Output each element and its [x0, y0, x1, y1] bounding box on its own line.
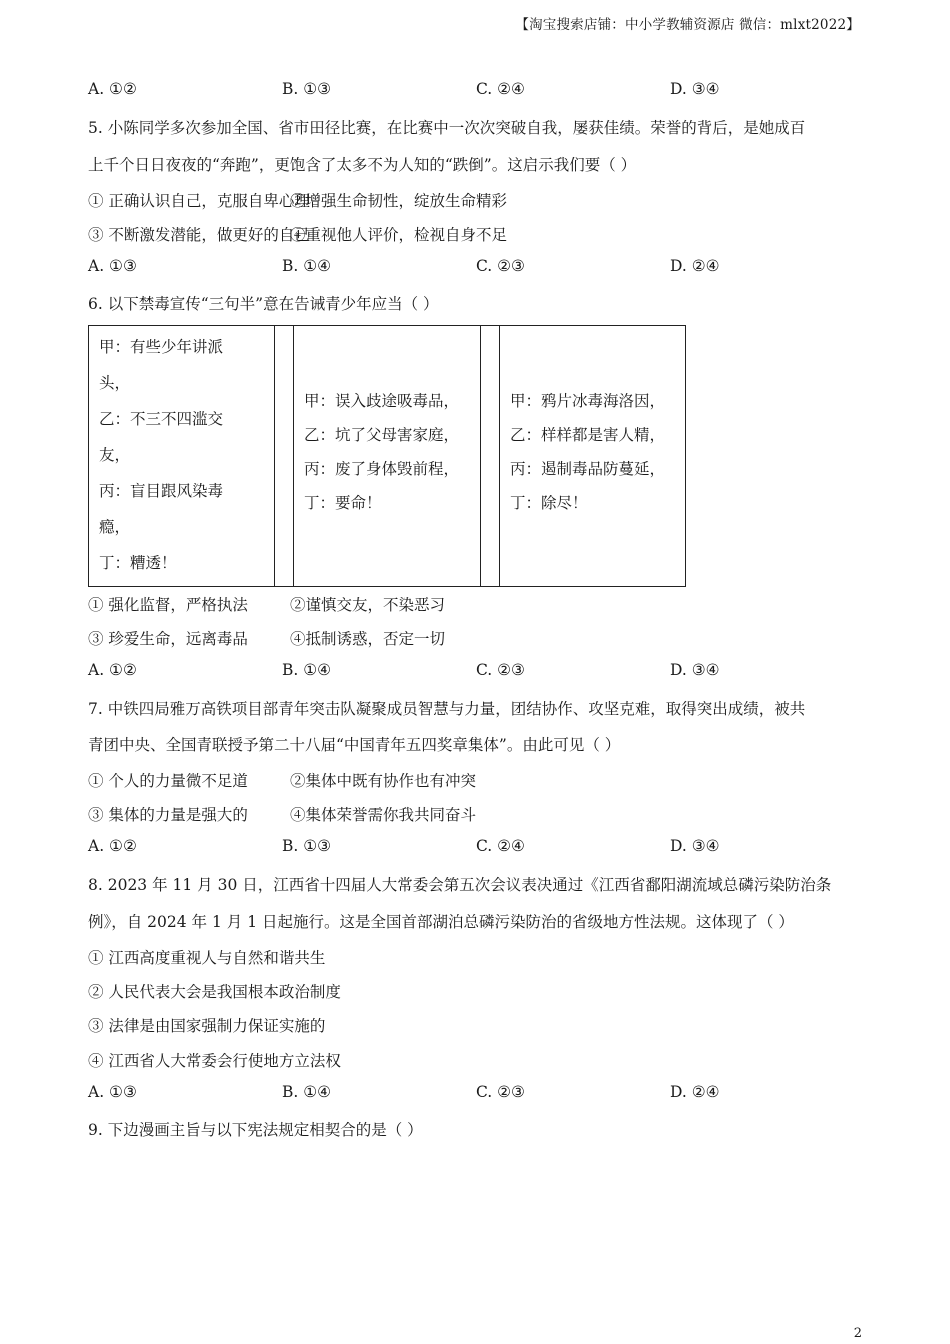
- q8-choice-4: ④ 江西省人大常委会行使地方立法权: [88, 1052, 341, 1070]
- q8-stem-line-1: 8. 2023 年 11 月 30 日，江西省十四届人大常委会第五次会议表决通过《江西省鄱阳湖流域总磷污染防治条: [88, 876, 832, 894]
- page-number: 2: [853, 1326, 862, 1341]
- q4-option-b[interactable]: B. ①③: [282, 80, 332, 98]
- q7-option-a[interactable]: A. ①②: [88, 837, 137, 855]
- q5-choice-3: ③ 不断激发潜能，做更好的自己: [88, 226, 310, 244]
- q9-stem: 9. 下边漫画主旨与以下宪法规定相契合的是（ ）: [88, 1121, 423, 1139]
- poster-1-line: 丁：糟透！: [99, 554, 177, 572]
- q7-choice-2: ②集体中既有协作也有冲突: [290, 772, 477, 790]
- poster-1-line: 友，: [99, 446, 131, 464]
- q8-choice-2: ② 人民代表大会是我国根本政治制度: [88, 983, 341, 1001]
- poster-2-text: [304, 384, 472, 520]
- q5-choice-1: ① 正确认识自己，克服自卑心理: [88, 192, 310, 210]
- q8-choice-1: ① 江西高度重视人与自然和谐共生: [88, 949, 326, 967]
- poster-1-line: 乙：不三不四滥交: [99, 410, 224, 428]
- poster-3-line: 丁：除尽！: [510, 494, 588, 512]
- q4-option-c[interactable]: C. ②④: [476, 80, 525, 98]
- q5-stem-line-1: 5. 小陈同学多次参加全国、省市田径比赛，在比赛中一次次突破自我，屡获佳绩。荣誉的背后，是她成百: [88, 119, 806, 137]
- q6-stem: 6. 以下禁毒宣传“三句半”意在告诫青少年应当（ ）: [88, 295, 439, 313]
- poster-cell-2: [294, 326, 481, 586]
- q5-choices-row-1: [88, 189, 608, 211]
- poster-1-text: [99, 329, 244, 581]
- q5-choice-2: ②增强生命韧性，绽放生命精彩: [290, 192, 508, 210]
- anti-drug-poster-table: [88, 325, 686, 587]
- q8-option-c[interactable]: C. ②③: [476, 1083, 525, 1101]
- q5-option-b[interactable]: B. ①④: [282, 257, 332, 275]
- poster-1-line: 头，: [99, 374, 131, 392]
- q8-choice-3: ③ 法律是由国家强制力保证实施的: [88, 1017, 326, 1035]
- q5-option-c[interactable]: C. ②③: [476, 257, 525, 275]
- q6-options: [88, 661, 868, 683]
- q8-option-a[interactable]: A. ①③: [88, 1083, 137, 1101]
- q6-choice-2: ②谨慎交友，不染恶习: [290, 596, 446, 614]
- poster-3-line: 乙：样样都是害人精，: [510, 426, 666, 444]
- poster-1-line: 丙：盲目跟风染毒: [99, 482, 224, 500]
- poster-cell-3: [500, 326, 687, 586]
- q7-stem-line-1: 7. 中铁四局雅万高铁项目部青年突击队凝聚成员智慧与力量，团结协作、攻坚克难，取得突出成绩，被共: [88, 700, 806, 718]
- poster-cell-1: [89, 326, 275, 586]
- poster-spacer-2: [481, 326, 500, 586]
- q6-option-c[interactable]: C. ②③: [476, 661, 525, 679]
- poster-2-line: 甲：误入歧途吸毒品，: [304, 392, 460, 410]
- q5-stem-line-2: 上千个日日夜夜的“奔跑”，更饱含了太多不为人知的“跌倒”。这启示我们要（ ）: [88, 156, 637, 174]
- q7-option-b[interactable]: B. ①③: [282, 837, 332, 855]
- poster-3-line: 甲：鸦片冰毒海洛因，: [510, 392, 666, 410]
- q5-option-a[interactable]: A. ①③: [88, 257, 137, 275]
- q6-choice-4: ④抵制诱惑，否定一切: [290, 630, 446, 648]
- q6-choices-row-2: [88, 627, 608, 649]
- q8-option-b[interactable]: B. ①④: [282, 1083, 332, 1101]
- q8-option-d[interactable]: D. ②④: [670, 1083, 720, 1101]
- q7-options: [88, 837, 868, 859]
- q6-option-b[interactable]: B. ①④: [282, 661, 332, 679]
- poster-spacer-1: [275, 326, 294, 586]
- q7-choices-row-1: [88, 769, 608, 791]
- q6-choice-3: ③ 珍爱生命，远离毒品: [88, 630, 248, 648]
- poster-3-line: 丙：遏制毒品防蔓延，: [510, 460, 666, 478]
- q6-option-a[interactable]: A. ①②: [88, 661, 137, 679]
- q7-choice-1: ① 个人的力量微不足道: [88, 772, 248, 790]
- q5-choice-4: ④重视他人评价，检视自身不足: [290, 226, 508, 244]
- poster-2-line: 丙：废了身体毁前程，: [304, 460, 460, 478]
- poster-1-line: 甲：有些少年讲派: [99, 338, 224, 356]
- q5-choices-row-2: [88, 223, 608, 245]
- q7-option-d[interactable]: D. ③④: [670, 837, 720, 855]
- q5-option-d[interactable]: D. ②④: [670, 257, 720, 275]
- q8-stem-line-2: 例》，自 2024 年 1 月 1 日起施行。这是全国首部湖泊总磷污染防治的省级地方性法规。这体现了（ ）: [88, 913, 794, 931]
- q7-option-c[interactable]: C. ②④: [476, 837, 525, 855]
- q7-choices-row-2: [88, 803, 608, 825]
- q4-option-d[interactable]: D. ③④: [670, 80, 720, 98]
- poster-1-line: 瘾，: [99, 518, 131, 536]
- q7-stem-line-2: 青团中央、全国青联授予第二十八届“中国青年五四奖章集体”。由此可见（ ）: [88, 736, 621, 754]
- q6-choice-1: ① 强化监督，严格执法: [88, 596, 248, 614]
- poster-2-line: 乙：坑了父母害家庭，: [304, 426, 460, 444]
- q7-choice-4: ④集体荣誉需你我共同奋斗: [290, 806, 477, 824]
- q8-options: [88, 1083, 868, 1105]
- q4-option-a[interactable]: A. ①②: [88, 80, 137, 98]
- q4-options: [88, 80, 868, 102]
- q6-option-d[interactable]: D. ③④: [670, 661, 720, 679]
- q6-choices-row-1: [88, 593, 608, 615]
- poster-2-line: 丁：要命！: [304, 494, 382, 512]
- poster-3-text: [510, 384, 679, 520]
- q7-choice-3: ③ 集体的力量是强大的: [88, 806, 248, 824]
- q5-options: [88, 257, 868, 279]
- page-header-banner: 【淘宝搜索店铺：中小学教辅资源店 微信：mlxt2022】: [515, 17, 860, 33]
